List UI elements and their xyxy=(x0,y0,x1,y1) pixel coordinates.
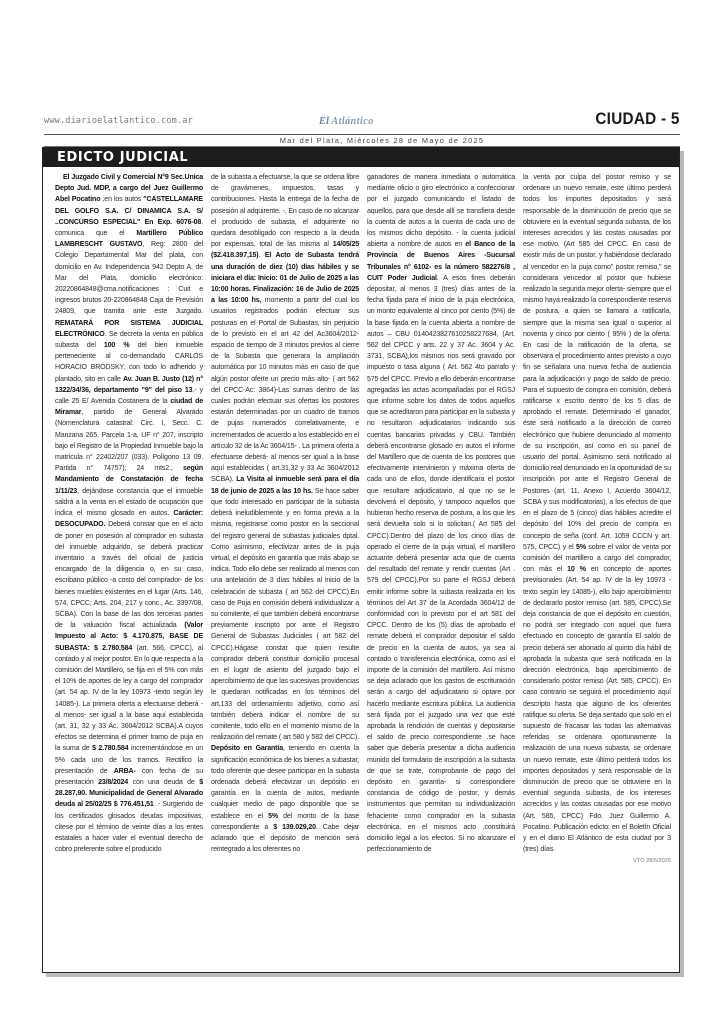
body-text: . A esos fines deberán depositar, al menos 3 (tres) días antes de la fecha fijada para el inicio de la puja electrónica, un monto equivalente al cinco por ciento (5%) de la base fijada en la cuenta abierta a nombre de autos – CBU 0140423827610258227684, (Art. 562 del CPCC y arts. 22 y 37 Ac. 3604 y Ac. 3731, SCBA),los mismos nos será gravado por impuesto o tasa alguna ( Art. 562 4to parrafo y 575 del CPCC. Previo a ello deberán encontrarse agregadas las actas acompañadas por el RGSJ que informe sobre los datos de todos aquellos que se acreditaron para participar en la subasta y no resultaron adjudicatarios indicando sus cuentas bancarias privadas y CBU. También deberá encontrarse glosado en autos el informe del Martillero que de cuenta de los postores que efectivamente intervinieron y máxima oferta de cada uno de ellos, donde identificara el postor que resultare adjudicatario, al que no se le devolverá el depósito, y tampoco aquellos que hubieran hecho reserva de postura, a los que les será devuelta solo si lo solicitan.( Art 585 del CPCC).Dentro del plazo de los cinco días de operado el cierre de la puja virtual, el martillero actuante deberá presentar acta que de cuenta del resultado del remate y rendir cuentas (Art . 579 del CPCC).Por su parte el RGSJ deberá emitir informe sobre la subasta realizada en los términos del Art 37 de la Acordada 3604/12 de conformidad con lo previsto por el art 581 del CPCC. Dentro de los (5) días de aprobado el remate deberá el comprador depositar el saldo de precio en la cuenta de autos, ya sea al contado o transferencia electrónica, como así el importe de la comisión del martillero. Así mismo se deja aclarado que los gastos de escrituración serán a cargo del adjudicatario si optare por hacerlo mediante escritura pública. La audiencia será fijada por el juzgado una vez que esté aprobada la rendición de cuentas y depositarse el saldo de precio correspondiente .se hace saber que debería presentar a dicha audiencia munido del formulario de inscripción a la subasta de que se trate, comprobante de pago del depósito en garantía- si correspondiere constancia de código de postor, y demás instrumentos que permitan su individualización fehaciente como comprador en la subasta electrónica. en el mismos acto ,constituirá domicilio legal a los efectos. Si no alcanzare el perfeccionamiento de xyxy=(367,274,515,854)
body-text: , dejándose constancia que el inmueble saldrá a la venta en el estado de ocupación que indica el mismo glosado en autos. xyxy=(55,487,203,518)
expiry-code: VTO 28/5/2025 xyxy=(633,858,671,865)
body-text: , Reg: 2800 del Colegio Departamental Mar del plata, con domicilio en Av. Independencia 942 Depto A, de Mar del Plata, domicilio electrónico: 20220864848@cma.notificaciones : Cuit e ingresos brutos 20-220864848 Caja de Previsión 24809, que tramita ante este Juzgado. xyxy=(55,241,203,316)
emphasized-text: $ 139.029,20 xyxy=(273,823,316,831)
newspaper-logo xyxy=(319,116,374,127)
site-url[interactable]: www.diarioelatlantico.com.ar xyxy=(44,116,193,126)
emphasized-text: Carácter: DESOCUPADO. xyxy=(55,510,203,529)
body-text: del bien inmueble perteneciente al co-demandado CARLOS HORACIO BRODSKY, con todo lo adherido y plantado, sito en calle xyxy=(55,342,203,383)
page-header xyxy=(44,109,680,134)
body-text: , teniendo en cuenta la significación económica de los bienes a subastar, todo oferente que desee participar en la subasta ordenada deberá efectivizar un depósito en garantía en la cuenta de autos, mediante cualquier medio de pago disponible que se establece en el xyxy=(211,745,359,820)
emphasized-text: Depósito en Garantía xyxy=(211,745,283,753)
body-text: momento a partir del cual los usuarios registrados podrán efectuar sus posturas en el Portal de Subastas, sin perjuicio de lo previsto en el art 42 del Ac3604/2012- espacio de tiempo de 3 minutos previos al cierre de la Subasta que generara la ampliación automática por 10 minutos más en caso de que algún postor oferte un precio más alto- ( art 562 del CPCC-Ac: 3864)-Las sumas dentro de las cuales podrán efectuar sus ofertas los postores estarán determinadas por un cuadro de tramos de pujas numerados correlativamente, e incrementados de acuerdo a los establecido en el artículo 32 de la Ac 3604/15- . La primera oferta a efectuarse deberá- al menos ser igual a la base aquí establecidas ( art.31,32 y 33 Ac 3604/2012 SCBA). xyxy=(211,297,360,484)
dateline: Mar del Plata, Miércoles 28 de Mayo de 2025 xyxy=(279,136,485,145)
logo-mark: El xyxy=(319,116,330,127)
body-text: . Se decreta la venta en pública subasta del xyxy=(55,330,203,350)
body-text: ,en los autos xyxy=(100,196,144,204)
emphasized-text: 10 % xyxy=(567,566,586,574)
body-text: en concepto de aportes previsionales (Art. 54 ap. IV de la ley 10973 -texto según ley 14085-), ello bajo apercibimiento de declararlo postor remiso (art. 585, CPCC).Se deja constancia de que el depósito en cuestión, no podrá ser integrado con aquel que fuera efectuado en concepto de garantía El saldo de precio deberá ser abonado al quinto día hábil de aprobada la subasta que será notificada en la dirección electrónica, bajo apercibimiento de considerarlo postor remiso (Art. 585, CPCC). En caso contrario se seguirá el procedimiento aquí descripto hasta que alguno de los oferentes ratifique su oferta. Se deja sentado que solo en el supuesto de fracasar las todas las alternativas referidas se ordenara oportunamente la realización de una nueva subasta. se ordenare un nuevo remate, este último perderá todos los importes depositados y será responsable de la disminución de precio que se obtuviere en la eventual segunda subasta, de los intereses acrecidos y las costas causadas por ese motivo (Art. 585, CPCC) Fdo. Juez Guillermo A. Pocatino. Publicación edicto: en el Boletín Oficial y en el diario El Atlántico de esta ciudad por 3 (tres) días. xyxy=(523,566,671,854)
body-text: incrementándose en un 5% cada uno de los tramos. Rectifico la presentación de xyxy=(55,745,203,775)
emphasized-text: $ 2.780.584 xyxy=(92,745,129,753)
emphasized-text: La Visita al inmueble será para el día 18 de junio de 2025 a las 10 hs. xyxy=(211,476,360,495)
body-text: la venta por culpa del postor remiso y se ordenare un nuevo remate, este último perderá todos los importes depositados y será responsable de la disminución de precio que se obtuviere en la eventual segunda subasta, de los intereses acrecidos y las costas causadas por ese motivo. (Art 585 del CPCC. En caso de existir más de un postor, y habiéndose declarado al vencedor en la puja como" postor remiso," se considerara vencedor al postor que hubiese realizado la segunda mejor oferta- siempre que el mismo haya realizado la correspondiente reserva de postura, a quien se llamara a ratificarla, siempre que la misma sea igual o superior al noventa y cinco por ciento ( 95% ) de la oferta. En casi de la ratificación de la oferta, se observara el procedimiento antes previsto a cuyo fin se señalara una nueva fecha de audiencia para la adjudicación y pago de saldo de precio. Para el supuesto de compra en comisión, deberá ratificarse x escrito dentro de los 5 días de aprobado el remate. Determinado el ganador, éste será notificado a la dirección de correo electrónico que hubiere denunciado al momento de su inscripción, así como en su panel de usuario del portal. Asimismo será notificado al domicilio real denunciado en la oportunidad de su inscripción por ante el Registro General de Postores (art. 11, Anexo I, Acuerdo 3604/12, SCBA y sus modificatorias), a los efectos de que en el plazo de 5 (cinco) días hábiles acredite el depósito del 10% del precio de compra en concepto de seña (conf. Art. 1059 CCCN y art. 575, CPCC) y el xyxy=(523,174,671,551)
notice-banner xyxy=(43,147,679,167)
column-text xyxy=(523,172,671,855)
body-text: . comunica que el xyxy=(55,218,203,238)
body-text: Se hace saber que todo interesado en participar de la subasta deberá ineludiblemente y en forma previa a la misma, registrarse como postor en la seccional del registro general de subastas judiciales dptal. Como asimismo, efectivizar antes de la puja virtual, el depósito en garantía que más abajo se indica. Todo ello debe ser realizado al menos con una antelación de 3 días hábiles al inicio de la celebración de subasta ( art 562 del CPCC).En caso de Puja en comisión deberá individualizar a su comitente, el que también deberá encontrarse previamente inscripto por ante el Registro General de Subastas Judiciales ( art 582 del CPCC).Hágase constar que quien resulte comprador deberá constituir domicilio procesal en el lugar de asiento del juzgado bajo el apercibimiento de que las sucesivas providencias le quedaran notificadas en los términos del art,133 del ordenamiento adjetivo, como así también deberá indicar el nombre de su comitente, todo ello en el momento mismo de la realización del remate ( art 580 y 582 del CPCC). xyxy=(211,487,359,742)
emphasized-text: ciudad de Miramar xyxy=(55,398,203,417)
emphasized-text: 14/05/25 ($2.418.397,15) xyxy=(211,241,359,260)
section-page-label: CIUDAD - 5 xyxy=(595,109,680,128)
emphasized-text: Martillero Público LAMBRESCHT GUSTAVO xyxy=(55,230,203,249)
body-text: . Cabe dejar aclarado que el depósito de mención será reintegrado a los oferentes no xyxy=(211,823,359,854)
body-text: .- y calle 25 E/ Avenida Costanera de la xyxy=(55,386,203,406)
emphasized-text: El Juzgado Civil y Comercial N°9 Sec.Unica Depto Jud. MDP, a cargo del Juez Guillermo Abel Pocatino xyxy=(55,174,203,204)
emphasized-text: 5% xyxy=(268,812,278,820)
notice-column-2 xyxy=(211,172,359,967)
notice-column-1 xyxy=(55,172,203,967)
legal-notice-box xyxy=(42,147,680,973)
column-text xyxy=(367,172,515,855)
body-text: ganadores de manera inmediata o automática mediante oficio o giro electrónico a confeccionar por el juzgado comunicando el listado de aquellos, para que desde allí se transfiera desde la cuenta de autos a la cuenta de cada uno de los mismos dicho depósito. - la cuenta judicial abierta a nombre de autos en xyxy=(367,174,515,249)
emphasized-text: $ 28.287,90. Municipalidad de General Alvarado deuda al 25/02/25 $ 776.451,51 xyxy=(55,778,203,809)
emphasized-text: REMATARÁ POR SISTEMA JUDICIAL ELECTRÓNICO xyxy=(55,319,203,338)
column-text xyxy=(211,172,359,855)
logo-text: Atlántico xyxy=(331,116,374,127)
emphasized-text: "CASTELLAMARE DEL GOLFO S.A. C/ DINAMICA S.A. S/ ..CONCURSO ESPECIAL" En Exp. 6076-08 xyxy=(55,196,203,226)
notice-title: EDICTO JUDICIAL xyxy=(57,150,189,165)
body-text: , partido de General Alvarado (Nomenclatura catastral: Circ. I, Secc. C. Manzana 265, Parcela 1-a, UF n° 207, inscripto bajo el Registro de la Propiedad Inmueble bajo la matrícula n° 22402/207 (033). Polígono 13 09. Partida n° 74757); 24 mts2., xyxy=(55,409,203,473)
emphasized-text: (Valor Impuesto al Acto: $ 4.170.875, BASE DE SUBASTA: $ 2.780.584 xyxy=(55,622,203,652)
emphasized-text: El Acto de Subasta tendrá una duración de diez (10) días hábiles y se iniciara el día: Inicio: 01 de Julio de 2025 a las 10:00 horas. Finalización: 16 de Julio de 2025 a las 10:00 hs, xyxy=(211,252,359,305)
body-text: (art. 566, CPCC), al contado y al mejor postor. En lo que respecta a la comisión del Martillero, se fija en el 5% con más el 10% de aportes de ley a cargo del comprador (art. 54 ap. IV de la ley 10973 -texto según ley 14085-). La primera oferta a efectuarse deberá -al menos- ser igual a la base aquí establecida (art. 31, 32 y 33 Ac. 3604/2012 SCBA).A cuyos efectos se determina el primer tramo de puja en la suma de xyxy=(55,644,203,753)
emphasized-text: 5% xyxy=(576,543,586,551)
body-text: de la subasta a efectuarse, la que se ordena libre de gravámenes, impuestos, tasas y contribuciones. Hasta la entrega de la fecha de posesión al adquirente. -. En caso de no alcanzar el producido de subasta, el adquirente no quedara desobligado con respecto a la deuda por expensas, total de las misma al xyxy=(211,174,359,249)
emphasized-text: el Banco de la Provincia de Buenos Aires -Sucursal Tribunales n° 6102- es la número 582276/8 , CUIT Poder Judicial xyxy=(367,241,515,282)
emphasized-text: 23/8/2024 xyxy=(98,778,129,786)
emphasized-text: según Mandamiento de Constatación de fecha 1/11/23 xyxy=(55,465,203,495)
notice-columns xyxy=(55,172,671,967)
emphasized-text: Av. Juan B. Justo (12) n° 1322/34/36, departamento "9" del piso 13 xyxy=(55,375,203,394)
column-text xyxy=(55,172,203,855)
body-text: sobre el valor de venta por comisión del martillero a cargo del comprador, con más el xyxy=(523,543,671,574)
body-text: con una deuda de xyxy=(128,778,200,786)
header-rule xyxy=(44,134,680,135)
body-text: con fecha de su presentación xyxy=(55,767,203,786)
emphasized-text: 100 % xyxy=(103,342,130,350)
body-text: del monto de la base correspondiente a xyxy=(211,812,360,831)
emphasized-text: ARBA- xyxy=(113,767,136,775)
body-text: .- Surgiendo de los certificados glosados deudas impositivas, cítese por el término de veinte días a los entes estatales a hacer valer el eventual derecho de cobro preferente sobre el producido xyxy=(55,801,203,854)
notice-column-4 xyxy=(523,172,671,967)
body-text: . xyxy=(258,252,265,260)
notice-column-3 xyxy=(367,172,515,967)
body-text: Deberá constar que en el acto de poner en posesión al comprador en subasta del inmueble adquirido, se deberá practicar inventario a través del oficial de justicia encargado de la diligencia o, en su caso, escribano público -a costo del comprador- de los bienes muebles existentes en el lugar (Arts. 146, 574, CPCC; Arts. 204, 217 y conc., Ac. 3397/08, SCBA). Con la base de las dos terceras partes de la valuación fiscal actualizada xyxy=(55,521,203,630)
